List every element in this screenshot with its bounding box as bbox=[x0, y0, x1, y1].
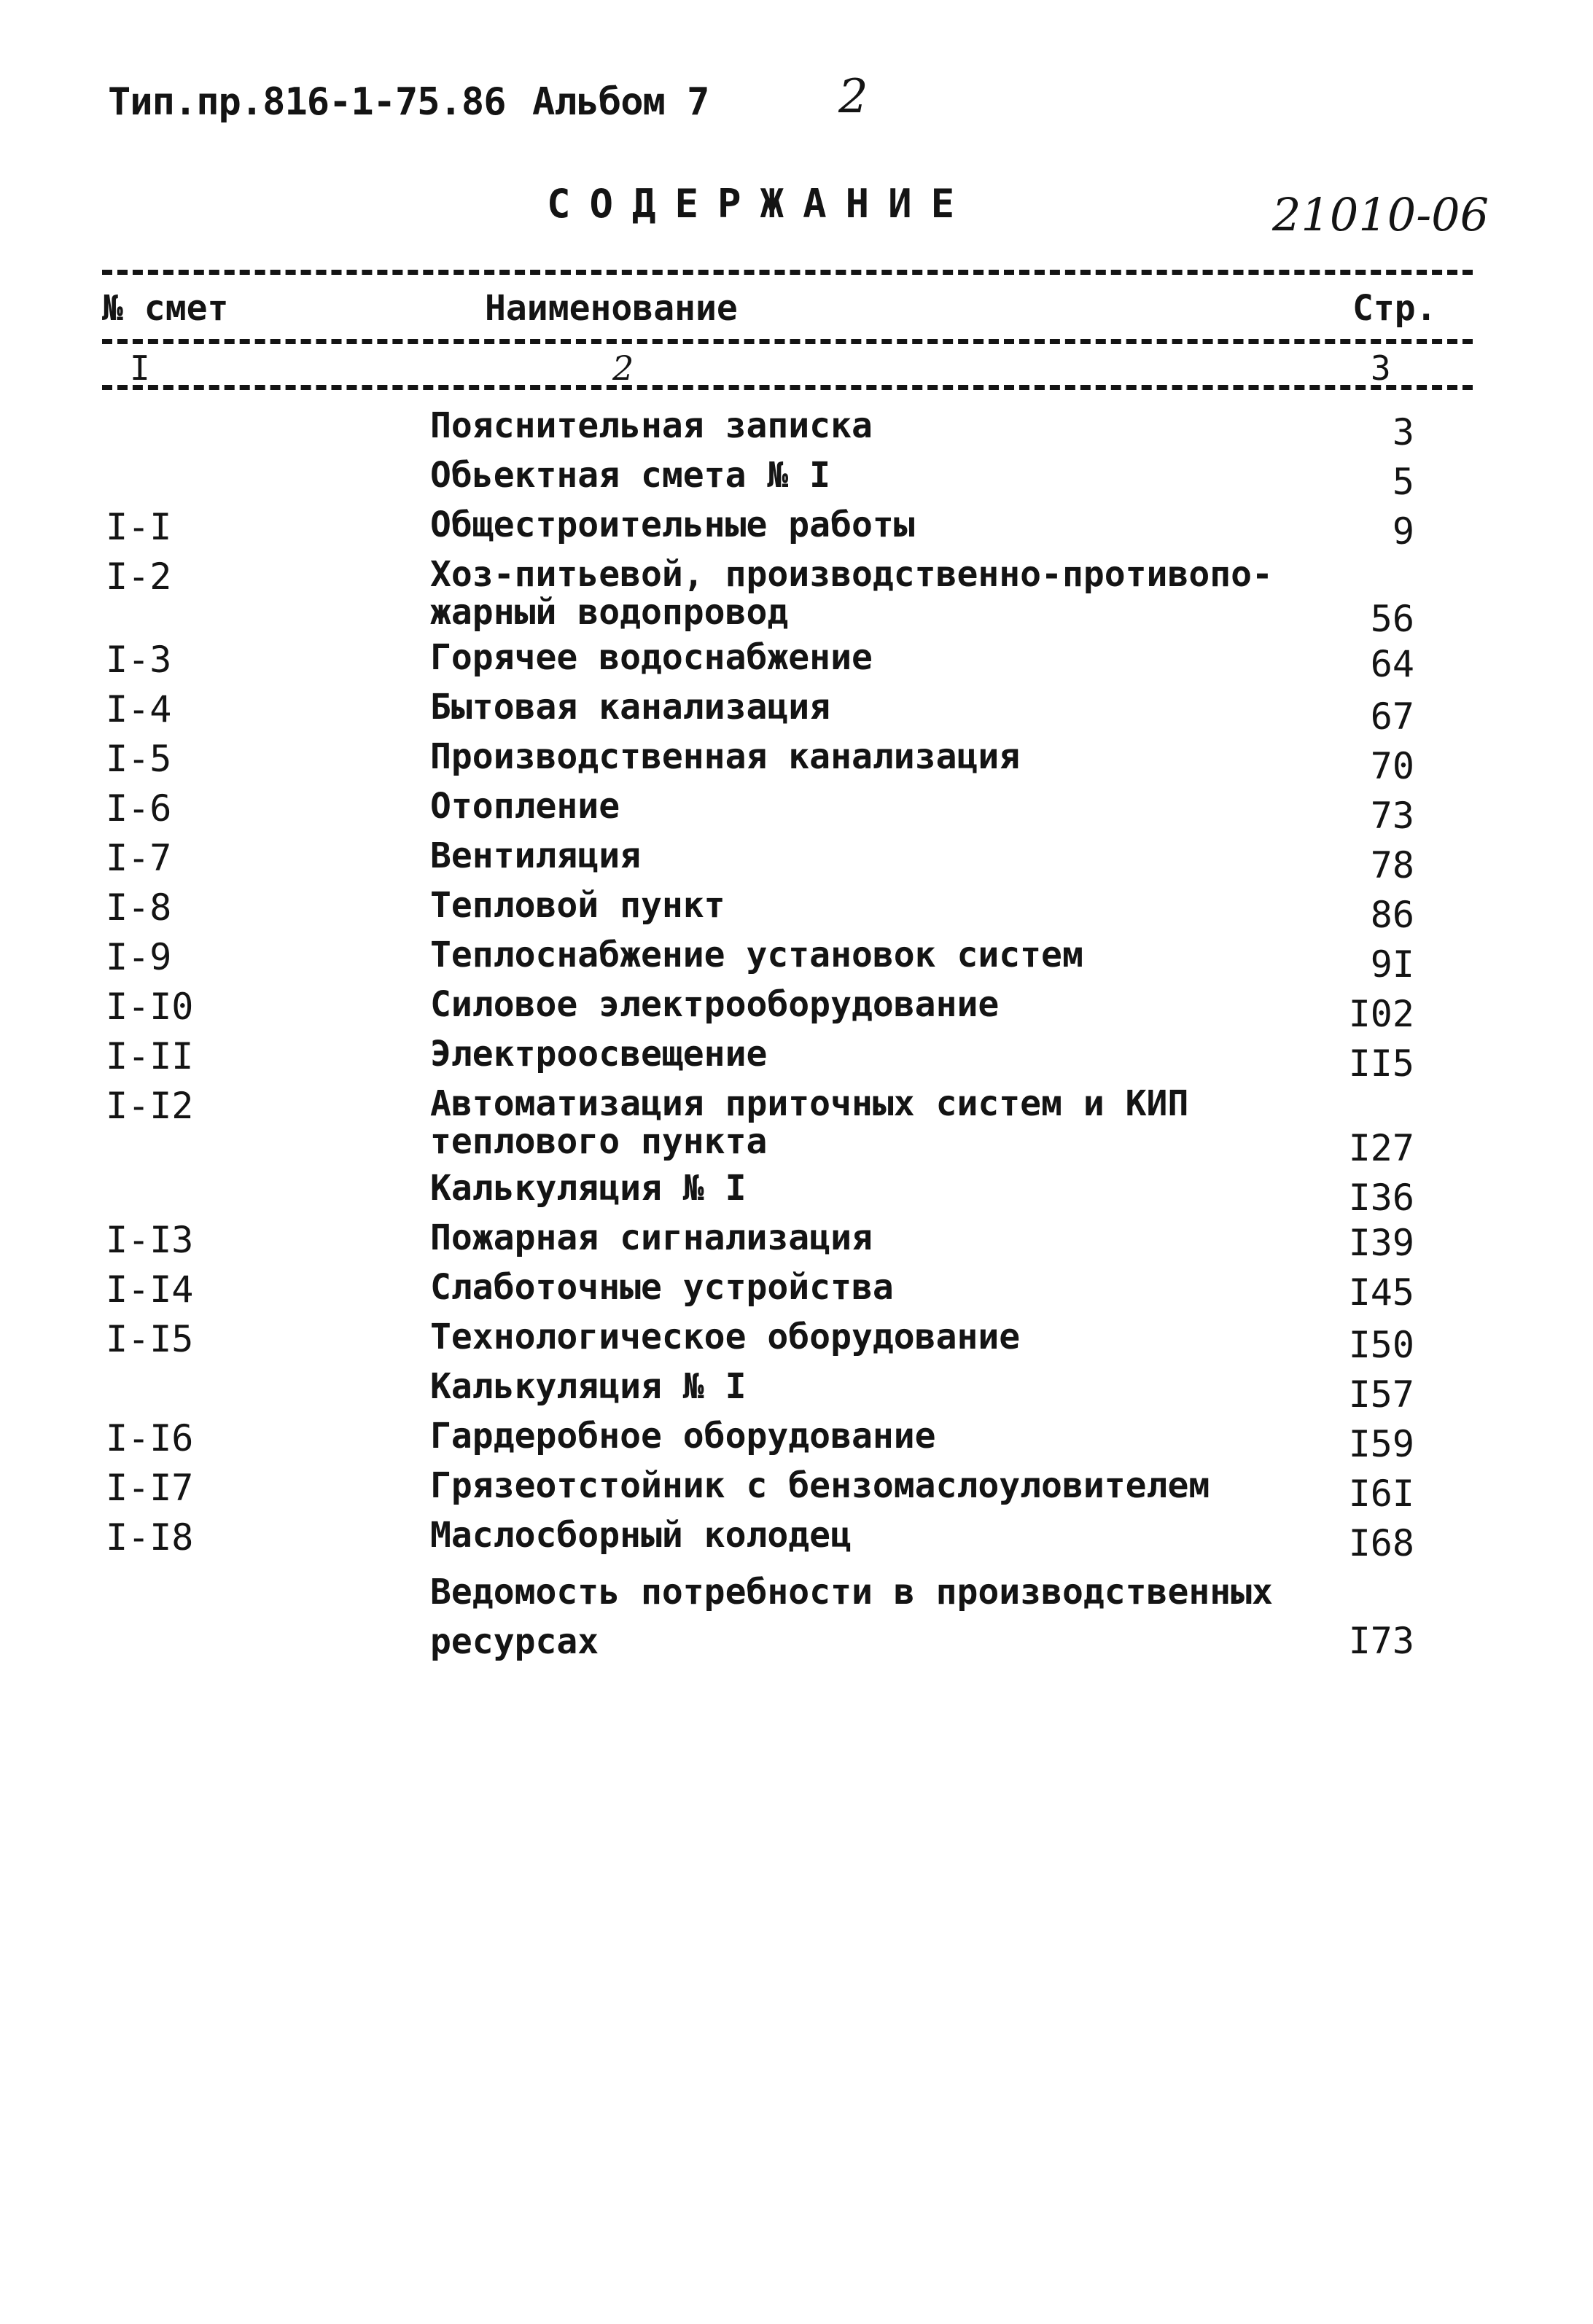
project-designation: Тип.пр.816-1-75.86 bbox=[108, 80, 506, 124]
row-page: 64 bbox=[1370, 643, 1414, 685]
row-page: 9 bbox=[1392, 510, 1414, 553]
row-title: Электроосвещение bbox=[430, 1034, 768, 1075]
row-title: Силовое электрооборудование bbox=[430, 984, 1000, 1025]
row-page: II5 bbox=[1348, 1042, 1414, 1085]
row-page: I68 bbox=[1348, 1522, 1414, 1564]
row-estimate-number: I-2 bbox=[106, 555, 172, 598]
row-estimate-number: I-II bbox=[106, 1035, 194, 1077]
row-title: Калькуляция № I bbox=[430, 1366, 747, 1407]
row-estimate-number: I-7 bbox=[106, 837, 172, 879]
row-page: 56 bbox=[1370, 598, 1414, 640]
row-estimate-number: I-I8 bbox=[106, 1516, 194, 1559]
row-estimate-number: I-5 bbox=[106, 738, 172, 780]
row-page: I27 bbox=[1348, 1127, 1414, 1169]
divider-column-numbers bbox=[102, 385, 1473, 390]
row-title: Производственная канализация bbox=[430, 736, 1021, 777]
row-page: 73 bbox=[1370, 795, 1414, 837]
row-page: I57 bbox=[1348, 1373, 1414, 1416]
row-estimate-number: I-3 bbox=[106, 639, 172, 681]
column-number-2: 2 bbox=[612, 348, 634, 388]
row-page: 70 bbox=[1370, 745, 1414, 787]
row-estimate-number: I-I6 bbox=[106, 1417, 194, 1459]
row-page: I02 bbox=[1348, 993, 1414, 1035]
row-estimate-number: I-I bbox=[106, 506, 172, 548]
row-page: I45 bbox=[1348, 1271, 1414, 1314]
row-estimate-number: I-I7 bbox=[106, 1467, 194, 1509]
row-page: I6I bbox=[1348, 1473, 1414, 1515]
row-estimate-number: I-I4 bbox=[106, 1268, 194, 1311]
row-page: 3 bbox=[1392, 411, 1414, 453]
row-title: Автоматизация приточных систем и КИП теплового пункта bbox=[430, 1083, 1189, 1162]
column-header-page: Стр. bbox=[1352, 288, 1437, 329]
divider-header bbox=[102, 339, 1473, 344]
row-estimate-number: I-I5 bbox=[106, 1318, 194, 1360]
row-title: Маслосборный колодец bbox=[430, 1515, 852, 1556]
row-title: Калькуляция № I bbox=[430, 1168, 747, 1209]
document-code: 21010-06 bbox=[1272, 188, 1489, 241]
row-title: Слаботочные устройства bbox=[430, 1267, 894, 1308]
row-page: 9I bbox=[1370, 943, 1414, 986]
row-title: Пояснительная записка bbox=[430, 405, 873, 446]
row-page: 67 bbox=[1370, 695, 1414, 738]
row-estimate-number: I-8 bbox=[106, 886, 172, 929]
row-page: I36 bbox=[1348, 1177, 1414, 1219]
column-header-name: Наименование bbox=[485, 288, 738, 329]
row-estimate-number: I-I3 bbox=[106, 1219, 194, 1261]
row-page: I39 bbox=[1348, 1222, 1414, 1264]
column-header-number: № смет bbox=[102, 288, 229, 329]
row-estimate-number: I-6 bbox=[106, 787, 172, 830]
row-title: Пожарная сигнализация bbox=[430, 1217, 873, 1258]
row-title: Обьектная смета № I bbox=[430, 455, 831, 496]
row-estimate-number: I-I0 bbox=[106, 986, 194, 1028]
divider-top bbox=[102, 270, 1473, 275]
row-title: Теплоснабжение установок систем bbox=[430, 935, 1083, 975]
row-page: 86 bbox=[1370, 894, 1414, 936]
column-number-3: 3 bbox=[1371, 348, 1391, 388]
album-label: Альбом 7 bbox=[532, 80, 709, 124]
row-page: 78 bbox=[1370, 844, 1414, 886]
row-page: I59 bbox=[1348, 1423, 1414, 1465]
row-page: I50 bbox=[1348, 1324, 1414, 1366]
row-estimate-number: I-I2 bbox=[106, 1085, 194, 1127]
row-title: Отопление bbox=[430, 786, 620, 827]
row-page: I73 bbox=[1348, 1620, 1414, 1662]
row-title: Общестроительные работы bbox=[430, 504, 915, 545]
column-number-1: I bbox=[130, 348, 150, 388]
row-page: 5 bbox=[1392, 461, 1414, 503]
row-title: Технологическое оборудование bbox=[430, 1317, 1021, 1357]
row-title: Хоз-питьевой, производственно-противопо- жарный водопровод bbox=[430, 554, 1273, 633]
row-estimate-number: I-4 bbox=[106, 688, 172, 730]
row-title: Ведомость потребности в производственных ресурсах bbox=[430, 1572, 1273, 1662]
row-title: Гардеробное оборудование bbox=[430, 1416, 936, 1457]
row-title: Тепловой пункт bbox=[430, 885, 725, 926]
row-title: Вентиляция bbox=[430, 835, 641, 876]
row-estimate-number: I-9 bbox=[106, 936, 172, 978]
row-title: Горячее водоснабжение bbox=[430, 637, 873, 678]
row-title: Грязеотстойник с бензомаслоуловителем bbox=[430, 1465, 1210, 1506]
row-title: Бытовая канализация bbox=[430, 687, 831, 728]
document-title: СОДЕРЖАНИЕ bbox=[547, 181, 974, 227]
page-number: 2 bbox=[838, 70, 868, 124]
